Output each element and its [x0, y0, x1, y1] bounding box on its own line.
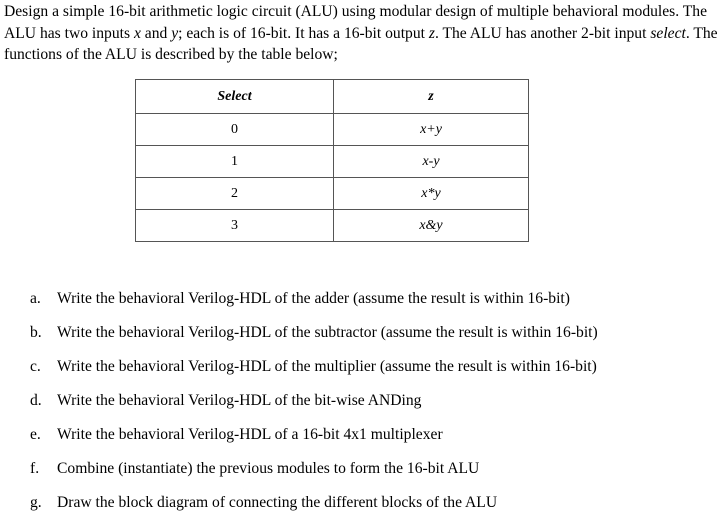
intro-text-1: Design a simple 16-bit arithmetic logic circuit (ALU) using modular design of multiple behavioral modules. The ALU has two inputs — [4, 3, 708, 42]
var-x: x — [133, 24, 141, 42]
var-y: y — [171, 24, 179, 42]
list-marker: c. — [30, 358, 41, 375]
list-marker: b. — [30, 324, 42, 341]
list-marker: a. — [30, 290, 41, 307]
list-item-text: Write the behavioral Verilog-HDL of a 16-bit 4x1 multiplexer — [57, 426, 443, 443]
cell-select: 3 — [136, 210, 334, 242]
var-select: select — [650, 24, 686, 42]
table-row — [136, 114, 529, 146]
cell-z: x+y — [334, 114, 529, 146]
table-row — [136, 146, 529, 178]
intro-paragraph — [4, 1, 722, 66]
cell-select: 2 — [136, 178, 334, 210]
cell-select: 0 — [136, 114, 334, 146]
cell-z: x*y — [334, 178, 529, 210]
intro-text-2: and — [140, 24, 172, 42]
list-item-text: Write the behavioral Verilog-HDL of the multiplier (assume the result is within 16-bit) — [57, 358, 597, 375]
intro-text-5: . The functions of the ALU is described by the table below; — [4, 24, 718, 63]
cell-z: x-y — [334, 146, 529, 178]
table-header-row — [136, 80, 529, 114]
intro-text-4: . The ALU has another 2-bit input — [434, 24, 651, 42]
intro-text-3: ; each is of 16-bit. It has a 16-bit output — [178, 24, 429, 42]
header-select: Select — [136, 80, 334, 114]
list-item-text: Write the behavioral Verilog-HDL of the bit-wise ANDing — [57, 392, 422, 409]
header-z: z — [334, 80, 529, 114]
list-marker: g. — [30, 494, 42, 511]
cell-z: x&y — [334, 210, 529, 242]
list-marker: f. — [30, 460, 40, 477]
list-item-text: Combine (instantiate) the previous modules to form the 16-bit ALU — [57, 460, 480, 477]
table-row — [136, 210, 529, 242]
list-item-text: Write the behavioral Verilog-HDL of the adder (assume the result is within 16-bit) — [57, 290, 570, 307]
var-z: z — [428, 24, 435, 42]
list-marker: e. — [30, 426, 41, 443]
alu-function-table — [135, 79, 529, 242]
table-row — [136, 178, 529, 210]
cell-select: 1 — [136, 146, 334, 178]
list-item-text: Write the behavioral Verilog-HDL of the subtractor (assume the result is within 16-bit) — [57, 324, 598, 341]
list-item-text: Draw the block diagram of connecting the different blocks of the ALU — [57, 494, 498, 511]
list-marker: d. — [30, 392, 42, 409]
